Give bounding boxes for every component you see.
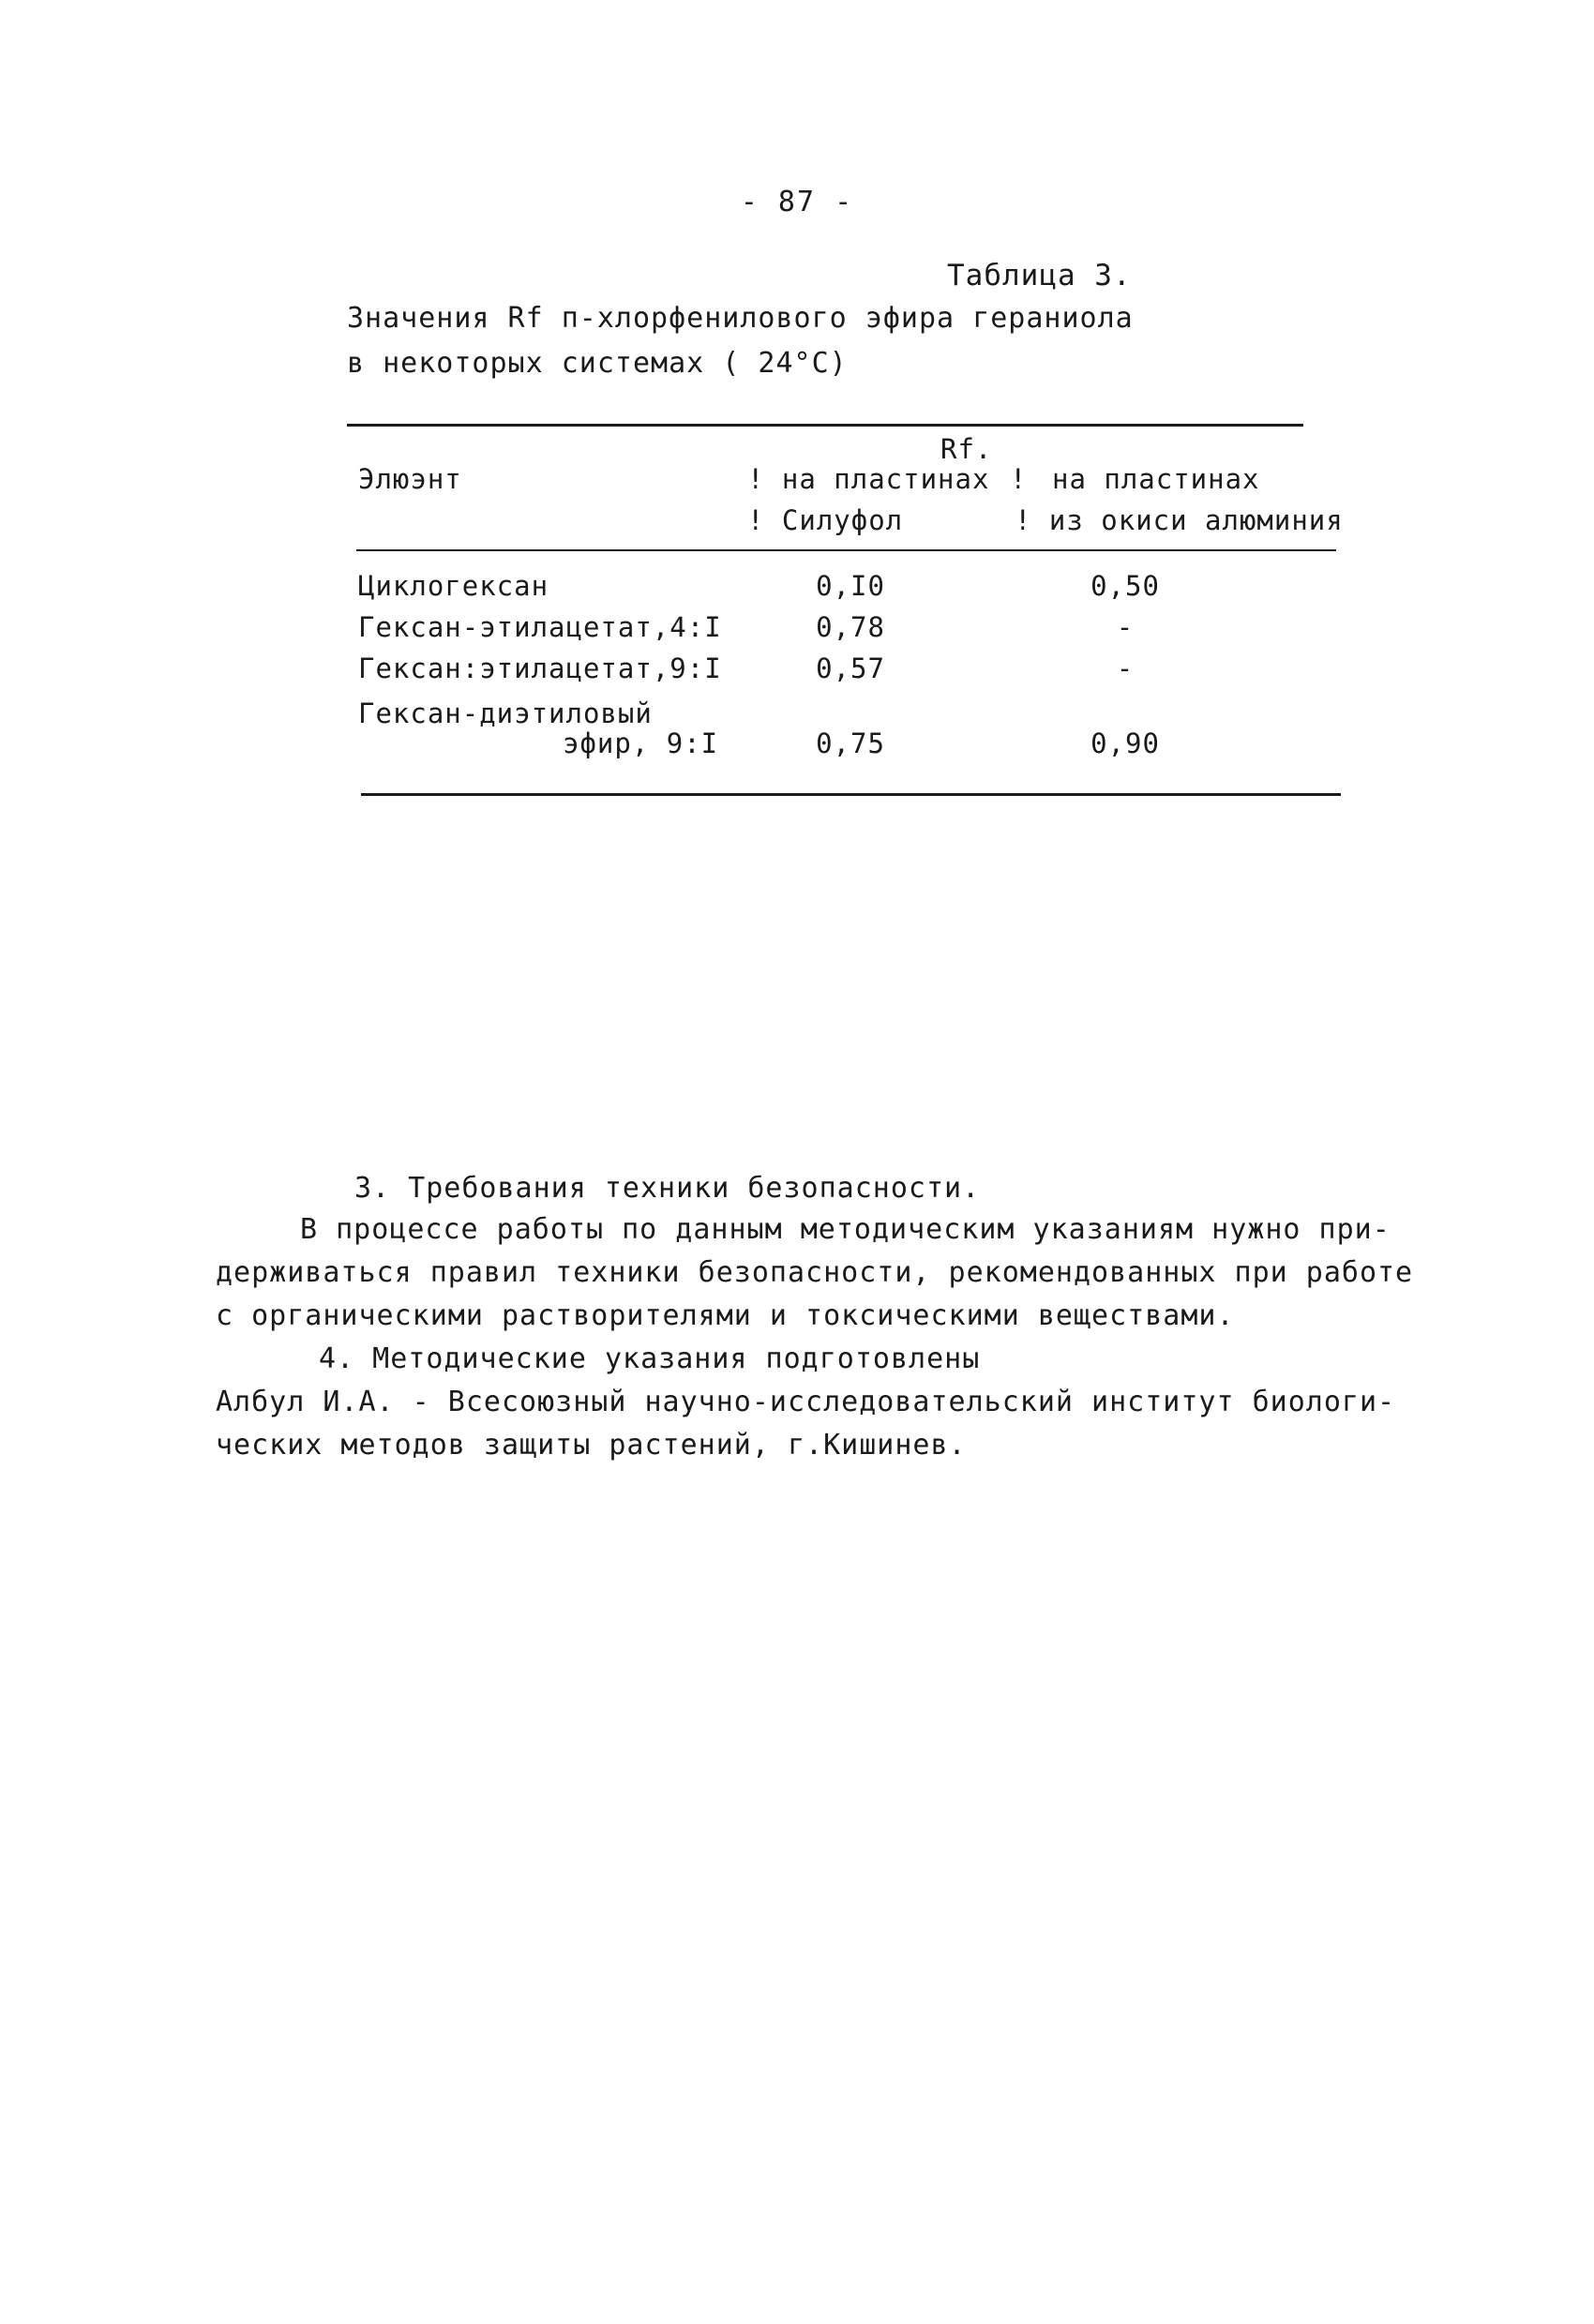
section3-line1: В процессе работы по данным методическим указаниям нужно при- <box>300 1213 1391 1246</box>
section4-line2: ческих методов защиты растений, г.Кишинев. <box>216 1429 967 1462</box>
section4-heading: 4. Методические указания подготовлены <box>319 1342 981 1375</box>
section3-line3: с органическими растворителями и токсическими веществами. <box>216 1299 1235 1332</box>
section3-heading: 3. Требования техники безопасности. <box>354 1172 981 1205</box>
table-header-rule <box>356 549 1336 551</box>
table-caption-line1: Значения Rf п-хлорфенилового эфира гераниола <box>347 302 1134 335</box>
eluent-cell: Циклогексан <box>358 570 549 602</box>
rf-header: Rf. <box>940 433 993 465</box>
alumina-value: - <box>1116 652 1135 684</box>
page-number: - 87 - <box>740 186 854 218</box>
eluent-cell-line2: эфир, 9:I <box>563 727 719 759</box>
silufol-value: 0,57 <box>816 652 885 684</box>
silufol-value: 0,75 <box>816 727 885 759</box>
silufol-value: 0,78 <box>816 611 885 643</box>
silufol-value: 0,I0 <box>816 570 885 602</box>
table-bottom-rule <box>361 793 1341 796</box>
column-separator: ! <box>1010 463 1028 495</box>
eluent-header: Элюэнт <box>358 463 462 495</box>
alumina-value: - <box>1116 611 1135 643</box>
silufol-header-line2: ! Силуфол <box>747 504 904 536</box>
table-label: Таблица 3. <box>947 259 1132 292</box>
section4-line1: Албул И.А. - Всесоюзный научно-исследовательский институт биологи- <box>216 1386 1396 1418</box>
alumina-header-line2: ! из окиси алюминия <box>1015 504 1344 536</box>
alumina-value: 0,90 <box>1090 727 1160 759</box>
eluent-cell-line1: Гексан-диэтиловый <box>358 697 653 729</box>
table-top-rule <box>347 424 1303 427</box>
alumina-value: 0,50 <box>1090 570 1160 602</box>
alumina-header-line1: на пластинах <box>1052 463 1260 495</box>
table-caption-line2: в некоторых системах ( 24°С) <box>347 347 848 380</box>
eluent-cell: Гексан-этилацетат,4:I <box>358 611 722 643</box>
section3-line2: держиваться правил техники безопасности, рекомендованных при работе <box>216 1256 1414 1289</box>
silufol-header-line1: ! на пластинах <box>747 463 990 495</box>
eluent-cell: Гексан:этилацетат,9:I <box>358 652 722 684</box>
